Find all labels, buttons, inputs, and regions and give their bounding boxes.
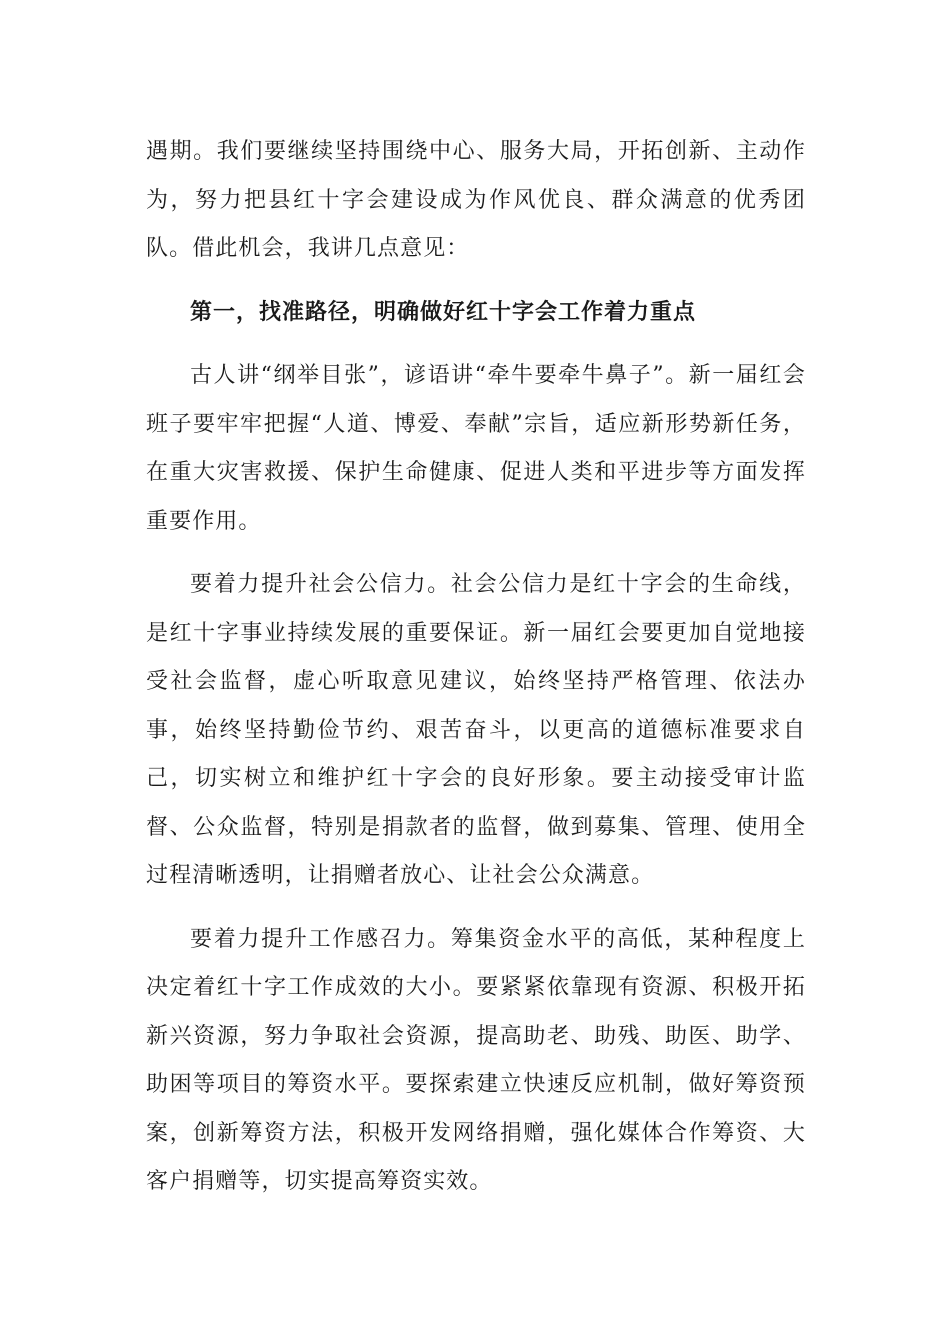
paragraph-fundraising: 要着力提升工作感召力。筹集资金水平的高低，某种程度上决定着红十字工作成效的大小。要紧紧依靠现有资源、积极开拓新兴资源，努力争取社会资源，提高助老、助残、助医、助学、助困等项目的筹资水平。要探索建立快速反应机制，做好筹资预案，创新筹资方法，积极开发网络捐赠，强化媒体合作筹资、大客户捐赠等，切实提高筹资实效。 bbox=[146, 926, 806, 1194]
document-body bbox=[146, 128, 806, 1222]
section-heading: 第一，找准路径，明确做好红十字会工作着力重点 bbox=[190, 299, 697, 325]
paragraph-opening: 遇期。我们要继续坚持围绕中心、服务大局，开拓创新、主动作为，努力把县红十字会建设成为作风优良、群众满意的优秀团队。借此机会，我讲几点意见： bbox=[146, 139, 806, 261]
paragraph-credibility: 要着力提升社会公信力。社会公信力是红十字会的生命线，是红十字事业持续发展的重要保证。新一届红会要更加自觉地接受社会监督，虚心听取意见建议，始终坚持严格管理、依法办事，始终坚持勤俭节约、艰苦奋斗，以更高的道德标准要求自己，切实树立和维护红十字会的良好形象。要主动接受审计监督、公众监督，特别是捐款者的监督，做到募集、管理、使用全过程清晰透明，让捐赠者放心、让社会公众满意。 bbox=[146, 572, 806, 888]
paragraph-key-points: 古人讲“纲举目张”，谚语讲“牵牛要牵牛鼻子”。新一届红会班子要牢牢把握“人道、博爱、奉献”宗旨，适应新形势新任务，在重大灾害救援、保护生命健康、促进人类和平进步等方面发挥重要作用。 bbox=[146, 363, 806, 534]
